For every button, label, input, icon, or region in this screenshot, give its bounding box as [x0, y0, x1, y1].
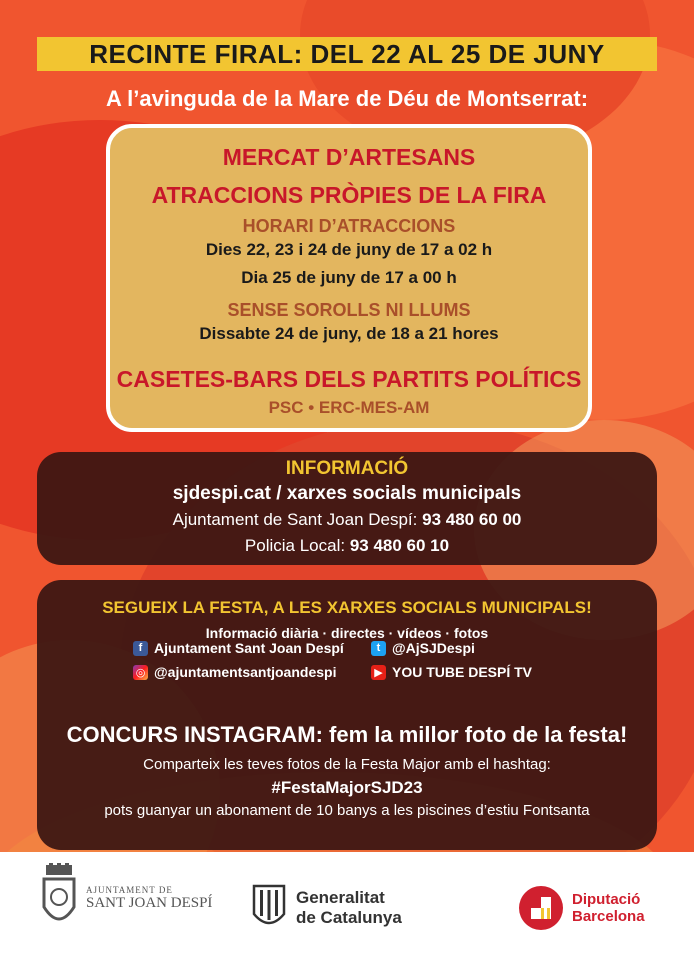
information-panel — [37, 452, 657, 565]
generalitat-logo — [252, 878, 442, 938]
diputacio-line-1: Diputació — [572, 891, 641, 908]
twitter-link[interactable] — [371, 640, 475, 656]
generalitat-line-2: de Catalunya — [296, 908, 402, 927]
diputacio-logo — [518, 880, 678, 936]
youtube-label: YOU TUBE DESPÍ TV — [392, 664, 533, 680]
contest-title: CONCURS INSTAGRAM: fem la millor foto de la festa! — [66, 722, 628, 747]
social-subtitle: Informació diària · directes · vídeos · fotos — [205, 625, 489, 641]
info-web[interactable]: sjdespi.cat / xarxes socials municipals — [172, 483, 522, 504]
ajuntament-label: Ajuntament de Sant Joan Despí: — [172, 510, 418, 529]
youtube-link[interactable] — [371, 664, 532, 680]
diputacio-seal-icon — [518, 885, 564, 931]
instagram-icon: ◎ — [133, 665, 148, 680]
sjd-small-text: AJUNTAMENT DE — [86, 884, 173, 895]
location-subheading: A l’avinguda de la Mare de Déu de Montserrat: — [105, 86, 589, 111]
atraccions-heading: ATRACCIONS PRÒPIES DE LA FIRA — [151, 182, 547, 208]
info-title: INFORMACIÓ — [285, 458, 409, 479]
contest-hashtag: #FestaMajorSJD23 — [271, 778, 423, 797]
diputacio-line-2: Barcelona — [572, 908, 645, 925]
ajuntament-phone[interactable]: 93 480 60 00 — [422, 510, 522, 529]
policia-contact — [37, 536, 657, 556]
facebook-label: Ajuntament Sant Joan Despí — [154, 640, 344, 656]
mercat-heading: MERCAT D’ARTESANS — [222, 144, 476, 170]
partits-list: PSC • ERC-MES-AM — [268, 398, 430, 417]
facebook-icon: f — [133, 641, 148, 656]
instagram-link[interactable] — [133, 664, 336, 680]
sense-detail: Dissabte 24 de juny, de 18 a 21 hores — [199, 324, 499, 343]
generalitat-shield-icon — [252, 884, 286, 932]
youtube-icon: ▶ — [371, 665, 386, 680]
fair-dates-banner: RECINTE FIRAL: DEL 22 AL 25 DE JUNY — [37, 37, 657, 71]
sjd-crest-icon — [38, 863, 80, 933]
sense-heading: SENSE SOROLLS NI LLUMS — [227, 300, 471, 320]
twitter-icon: t — [371, 641, 386, 656]
social-media-panel — [37, 580, 657, 850]
policia-phone[interactable]: 93 480 60 10 — [349, 536, 450, 555]
sant-joan-despi-logo — [38, 858, 238, 938]
generalitat-line-1: Generalitat — [296, 888, 385, 907]
instagram-label: @ajuntamentsantjoandespi — [154, 664, 337, 680]
twitter-label: @AjSJDespi — [392, 640, 475, 656]
social-title: SEGUEIX LA FESTA, A LES XARXES SOCIALS MUNICIPALS! — [102, 598, 592, 617]
contest-line-1: Comparteix les teves fotos de la Festa Major amb el hashtag: — [143, 756, 551, 773]
horari-line-1: Dies 22, 23 i 24 de juny de 17 a 02 h — [205, 240, 493, 259]
ajuntament-contact — [37, 510, 657, 530]
horari-line-2: Dia 25 de juny de 17 a 00 h — [241, 268, 457, 287]
policia-label: Policia Local: — [244, 536, 346, 555]
contest-line-2: pots guanyar un abonament de 10 banys a les piscines d’estiu Fontsanta — [104, 802, 590, 819]
casetes-heading: CASETES-BARS DELS PARTITS POLÍTICS — [116, 366, 582, 392]
sjd-big-text: SANT JOAN DESPÍ — [86, 894, 213, 911]
facebook-link[interactable] — [133, 640, 344, 656]
horari-heading: HORARI D’ATRACCIONS — [242, 216, 456, 236]
fair-program-panel — [106, 124, 592, 432]
